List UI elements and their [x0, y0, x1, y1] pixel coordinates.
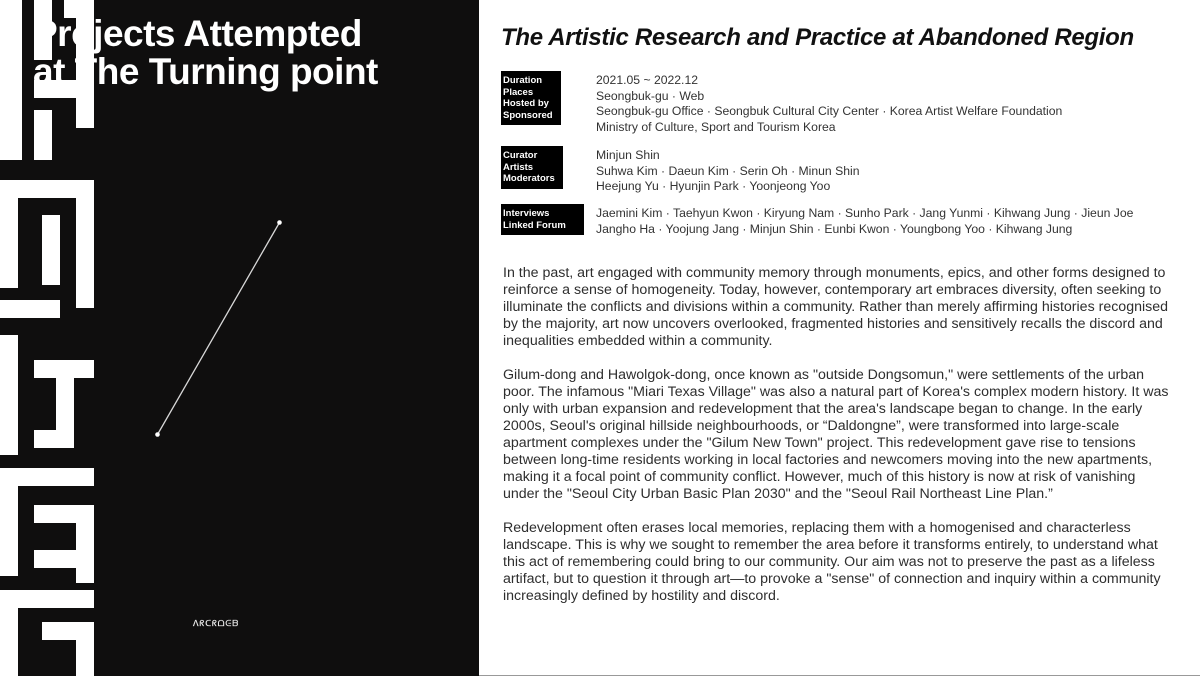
- body-text: [503, 265, 1173, 622]
- info-values: [596, 148, 860, 195]
- info-labels: [501, 146, 563, 189]
- label-linked-forum: Linked Forum: [503, 219, 566, 231]
- info-labels: [501, 71, 561, 125]
- label-sponsored: Sponsored: [503, 109, 553, 121]
- value-artists: Suhwa Kim · Daeun Kim · Serin Oh · Minun Shin: [596, 163, 860, 178]
- label-interviews: Interviews: [503, 208, 550, 219]
- paragraph-1: In the past, art engaged with community memory through monuments, epics, and other forms designed to reinforce a sense of homogeneity. Today, however, contemporary art embraces diversity, often seeking to illuminate the conflicts and divisions within a community. Rather than merely affirming histories recognised by the majority, art now uncovers overlooked, fragmented histories and sensitively recalls the discord and inequalities embedded within a community.: [503, 265, 1169, 349]
- value-moderators: Heejung Yu · Hyunjin Park · Yoonjeong Yoo: [596, 179, 831, 193]
- label-hosted-by: Hosted by: [503, 98, 549, 109]
- label-duration: Duration: [503, 75, 543, 86]
- info-values: [596, 206, 1133, 237]
- value-interviews: Jaemini Kim · Taehyun Kwon · Kiryung Nam · Sunho Park · Jang Yunmi · Kihwang Jung · Jieun Joe: [596, 206, 1134, 220]
- value-duration: 2021.05 ~ 2022.12: [596, 73, 698, 87]
- info-values: [596, 73, 1062, 135]
- right-panel: [479, 0, 1200, 676]
- label-curator: Curator: [503, 150, 538, 161]
- paragraph-3: Redevelopment often erases local memories, replacing them with a homogenised and characterless landscape. This is why we sought to remember the area before it transforms entirely, to understand what this act of remembering could bring to our community. Our aim was not to preserve the past as a lifeless artifact, but to question it through art—to provoke a "sense" of connection and inquiry within a community increasingly defined by hostility and discord.: [503, 520, 1161, 604]
- value-curator: Minjun Shin: [596, 148, 660, 162]
- value-sponsored: Ministry of Culture, Sport and Tourism Korea: [596, 119, 836, 134]
- value-hosted-by: Seongbuk-gu Office · Seongbuk Cultural City Center · Korea Artist Welfare Foundation: [596, 104, 1063, 118]
- headline-line-2: at The Turning point: [33, 51, 378, 92]
- left-panel: [0, 0, 479, 676]
- diagonal-line-graphic: [0, 0, 479, 676]
- label-artists: Artists: [503, 161, 534, 173]
- logo-text: ᐱᖇᑕᖇᗝᕮᗷ: [193, 619, 240, 628]
- value-places: Seongbuk-gu · Web: [596, 88, 705, 103]
- label-moderators: Moderators: [503, 173, 555, 184]
- logo: [193, 619, 239, 629]
- headline-line-1: Projects Attempted: [33, 13, 362, 54]
- document-title: The Artistic Research and Practice at Abandoned Region: [501, 24, 1134, 51]
- label-places: Places: [503, 86, 534, 98]
- paragraph-2: Gilum-dong and Hawolgok-dong, once known as "outside Dongsomun," were settlements of the urban poor. The infamous "Miari Texas Village" was also a natural part of Korea's complex modern history. It was only with urban expansion and redevelopment that the area's landscape began to change. In the early 2000s, Seoul's original hillside neighbourhoods, or “Daldongne”, were transformed into large-scale apartment complexes under the "Gilum New Town" project. This redevelopment gave rise to tensions between long-time residents working in local factories and newcomers moving into the new apartments, making it a focal point of community conflict. However, much of this history is now at risk of vanishing under the "Seoul City Urban Basic Plan 2030" and the "Seoul Rail Northeast Line Plan.”: [503, 367, 1169, 502]
- info-labels: [501, 204, 584, 235]
- value-linked-forum: Jangho Ha · Yoojung Jang · Minjun Shin · Eunbi Kwon · Youngbong Yoo · Kihwang Jung: [596, 221, 1073, 236]
